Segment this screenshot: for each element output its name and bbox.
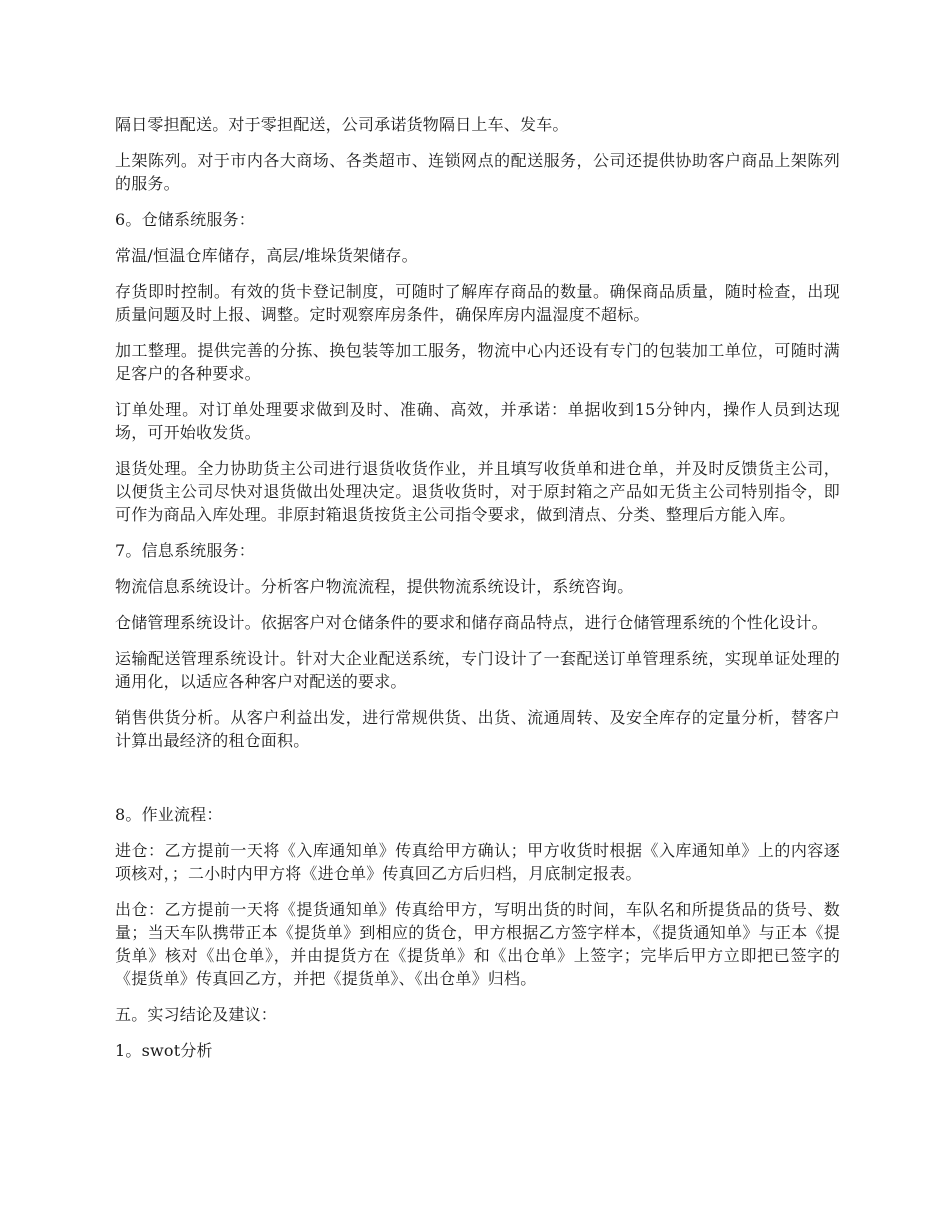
- paragraph-order-processing: 订单处理。对订单处理要求做到及时、准确、高效，并承诺：单据收到15分钟内，操作人员到达现场，可开始收发货。: [115, 400, 840, 442]
- section-heading-workflow: 8。作业流程：: [115, 805, 223, 824]
- paragraph-returns: 退货处理。全力协助货主公司进行退货收货作业，并且填写收货单和进仓单，并及时反馈货主公司，以便货主公司尽快对退货做出处理决定。退货收货时，对于原封箱之产品如无货主公司特别指令，即可作为商品入库处理。非原封箱退货按货主公司指令要求，做到清点、分类、整理后方能入库。: [115, 459, 840, 524]
- paragraph-shelf-display: 上架陈列。对于市内各大商场、各类超市、连锁网点的配送服务，公司还提供协助客户商品上架陈列的服务。: [115, 151, 840, 193]
- paragraph-transport-system-design: 运输配送管理系统设计。针对大企业配送系统，专门设计了一套配送订单管理系统，实现单证处理的通用化，以适应各种客户对配送的要求。: [115, 649, 840, 691]
- paragraph-next-day-delivery: 隔日零担配送。对于零担配送，公司承诺货物隔日上车、发车。: [115, 115, 569, 134]
- paragraph-warehouse-system-design: 仓储管理系统设计。依据客户对仓储条件的要求和储存商品特点，进行仓储管理系统的个性化设计。: [115, 613, 828, 632]
- paragraph-processing: 加工整理。提供完善的分拣、换包装等加工服务，物流中心内还设有专门的包装加工单位，可随时满足客户的各种要求。: [115, 341, 840, 383]
- section-heading-information-services: 7。信息系统服务：: [115, 541, 255, 560]
- paragraph-inbound: 进仓：乙方提前一天将《入库通知单》传真给甲方确认；甲方收货时根据《入库通知单》上的内容逐项核对，；二小时内甲方将《进仓单》传真回乙方后归档，月底制定报表。: [115, 841, 840, 883]
- paragraph-storage-types: 常温/恒温仓库储存，高层/堆垛货架储存。: [115, 246, 418, 265]
- subheading-swot: 1。swot分析: [115, 1041, 213, 1060]
- section-heading-warehouse-services: 6。仓储系统服务：: [115, 210, 255, 229]
- paragraph-logistics-system-design: 物流信息系统设计。分析客户物流流程，提供物流系统设计，系统咨询。: [115, 577, 634, 596]
- paragraph-spacer: [115, 765, 840, 803]
- document-page: [115, 113, 840, 1075]
- paragraph-sales-analysis: 销售供货分析。从客户利益出发，进行常规供货、出货、流通周转、及安全库存的定量分析，替客户计算出最经济的租仓面积。: [115, 708, 840, 750]
- section-heading-conclusions: 五。实习结论及建议：: [115, 1005, 278, 1024]
- paragraph-inventory-control: 存货即时控制。有效的货卡登记制度，可随时了解库存商品的数量。确保商品质量，随时检查，出现质量问题及时上报、调整。定时观察库房条件，确保库房内温湿度不超标。: [115, 282, 840, 324]
- paragraph-outbound: 出仓：乙方提前一天将《提货通知单》传真给甲方，写明出货的时间，车队名和所提货品的货号、数量；当天车队携带正本《提货单》到相应的货仓，甲方根据乙方签字样本，《提货通知单》与正本《提货单》核对《出仓单》，并由提货方在《提货单》和《出仓单》上签字；完毕后甲方立即把已签字的《提货单》传真回乙方，并把《提货单》、《出仓单》归档。: [115, 900, 840, 988]
